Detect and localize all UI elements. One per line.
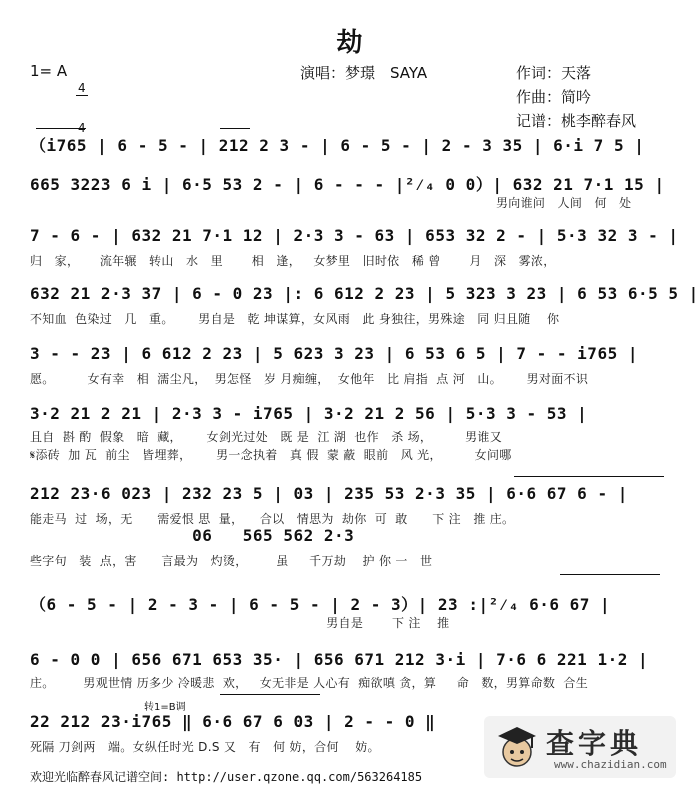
score-row-1: （i765 | 6 - 5 - | 212 2 3 - | 6 - 5 - | 2 - 3 35 | 6·i 7 5 | bbox=[30, 136, 645, 155]
composer-credit: 作曲：简吟 bbox=[516, 88, 592, 106]
lyric-row-4: 不知血 色染过 几 重。 男自是 乾 坤谋算，女风雨 此 身独往，男殊途 同 归且随 你 bbox=[30, 312, 560, 326]
key-change-marking: 转1=B调 bbox=[144, 702, 186, 713]
lyric-row-3: 归 家， 流年辗 转山 水 里 相 逢， 女梦里 旧时依 稀 曾 月 深 雾浓， bbox=[30, 254, 556, 268]
lyric-row-10: 庄。 男观世情 历多少 冷暖悲 欢， 女无非是 人心有 痴欲嗔 贪，算 命 数，男算命数 合生 bbox=[30, 676, 589, 690]
transcriber-credit: 记谱：桃李醉春风 bbox=[516, 112, 637, 130]
lyric-row-9: 男自是 下 注 推 bbox=[30, 616, 450, 630]
score-row-11: 22 212 23·i765 ‖ 6·6 67 6 03 | 2 - - 0 ‖ bbox=[30, 712, 436, 731]
score-row-9: （6 - 5 - | 2 - 3 - | 6 - 5 - | 2 - 3）| 23 :|²⁄₄ 6·6 67 | bbox=[30, 595, 611, 614]
singer-credit: 演唱：梦璟 SAYA bbox=[300, 64, 428, 82]
lyric-row-6b: 𝄋添砖 加 瓦 前尘 皆埋葬， 男一念执着 真 假 蒙 蔽 眼前 风 光， 女问哪 bbox=[30, 448, 512, 462]
score-row-4: 632 21 2·3 37 | 6 - 0 23 |: 6 612 2 23 | 5 323 3 23 | 6 53 6·5 5 | bbox=[30, 284, 699, 303]
score-row-7: 212 23·6 023 | 232 23 5 | 03 | 235 53 2·3 35 | 6·6 67 6 - | bbox=[30, 484, 628, 503]
time-sig-top: 4 bbox=[78, 81, 86, 95]
footer-text: 欢迎光临醉春风记谱空间: http://user.qzone.qq.com/563264185 bbox=[30, 770, 423, 784]
song-title: 劫 bbox=[336, 28, 363, 58]
score-row-3: 7 - 6 - | 632 21 7·1 12 | 2·3 3 - 63 | 653 32 2 - | 5·3 32 3 - | bbox=[30, 226, 679, 245]
score-row-5: 3 - - 23 | 6 612 2 23 | 5 623 3 23 | 6 53 6 5 | 7 - - i765 | bbox=[30, 344, 638, 363]
watermark-url: www.chazidian.com bbox=[554, 758, 667, 771]
graduate-cap-icon bbox=[494, 722, 540, 772]
lyric-row-8: 些字句 装 点，害 言最为 灼烫， 虽 千万劫 护 你 一 世 bbox=[30, 554, 433, 568]
lyricist-credit: 作词：天落 bbox=[516, 64, 592, 82]
lyric-row-11: 死隔 刀剑两 端。女纵任时光 D.S 又 有 何 妨，合何 妨。 bbox=[30, 740, 380, 754]
lyric-row-5: 愿。 女有幸 相 濡尘凡， 男怎怪 岁 月痴缠， 女他年 比 肩指 点 河 山。 男对面不识 bbox=[30, 372, 589, 386]
score-row-8: 06 565 562 2·3 bbox=[30, 526, 355, 545]
lyric-row-7: 能走马 过 场，无 需爱恨 思 量， 合以 情思为 劫你 可 敢 下 注 推 庄。 bbox=[30, 512, 515, 526]
key-signature: 1= A bbox=[30, 62, 68, 80]
score-row-10: 6 - 0 0 | 656 671 653 35· | 656 671 212 3·i | 7·6 6 221 1·2 | bbox=[30, 650, 649, 669]
watermark-logo bbox=[484, 716, 676, 778]
score-row-6: 3·2 21 2 21 | 2·3 3 - i765 | 3·2 21 2 56 | 5·3 3 - 53 | bbox=[30, 404, 588, 423]
lyric-row-6a: 且自 斟 酌 假象 暗 藏， 女剑光过处 既 是 江 湖 也作 杀 场， 男谁又 bbox=[30, 430, 503, 444]
score-row-2: 665 3223 6 i | 6·5 53 2 - | 6 - - - |²⁄₄ 0 0）| 632 21 7·1 15 | bbox=[30, 175, 665, 194]
watermark-brand: 查字典 bbox=[546, 727, 643, 760]
lyric-row-2: 男向谁问 人间 何 处 bbox=[496, 196, 632, 210]
